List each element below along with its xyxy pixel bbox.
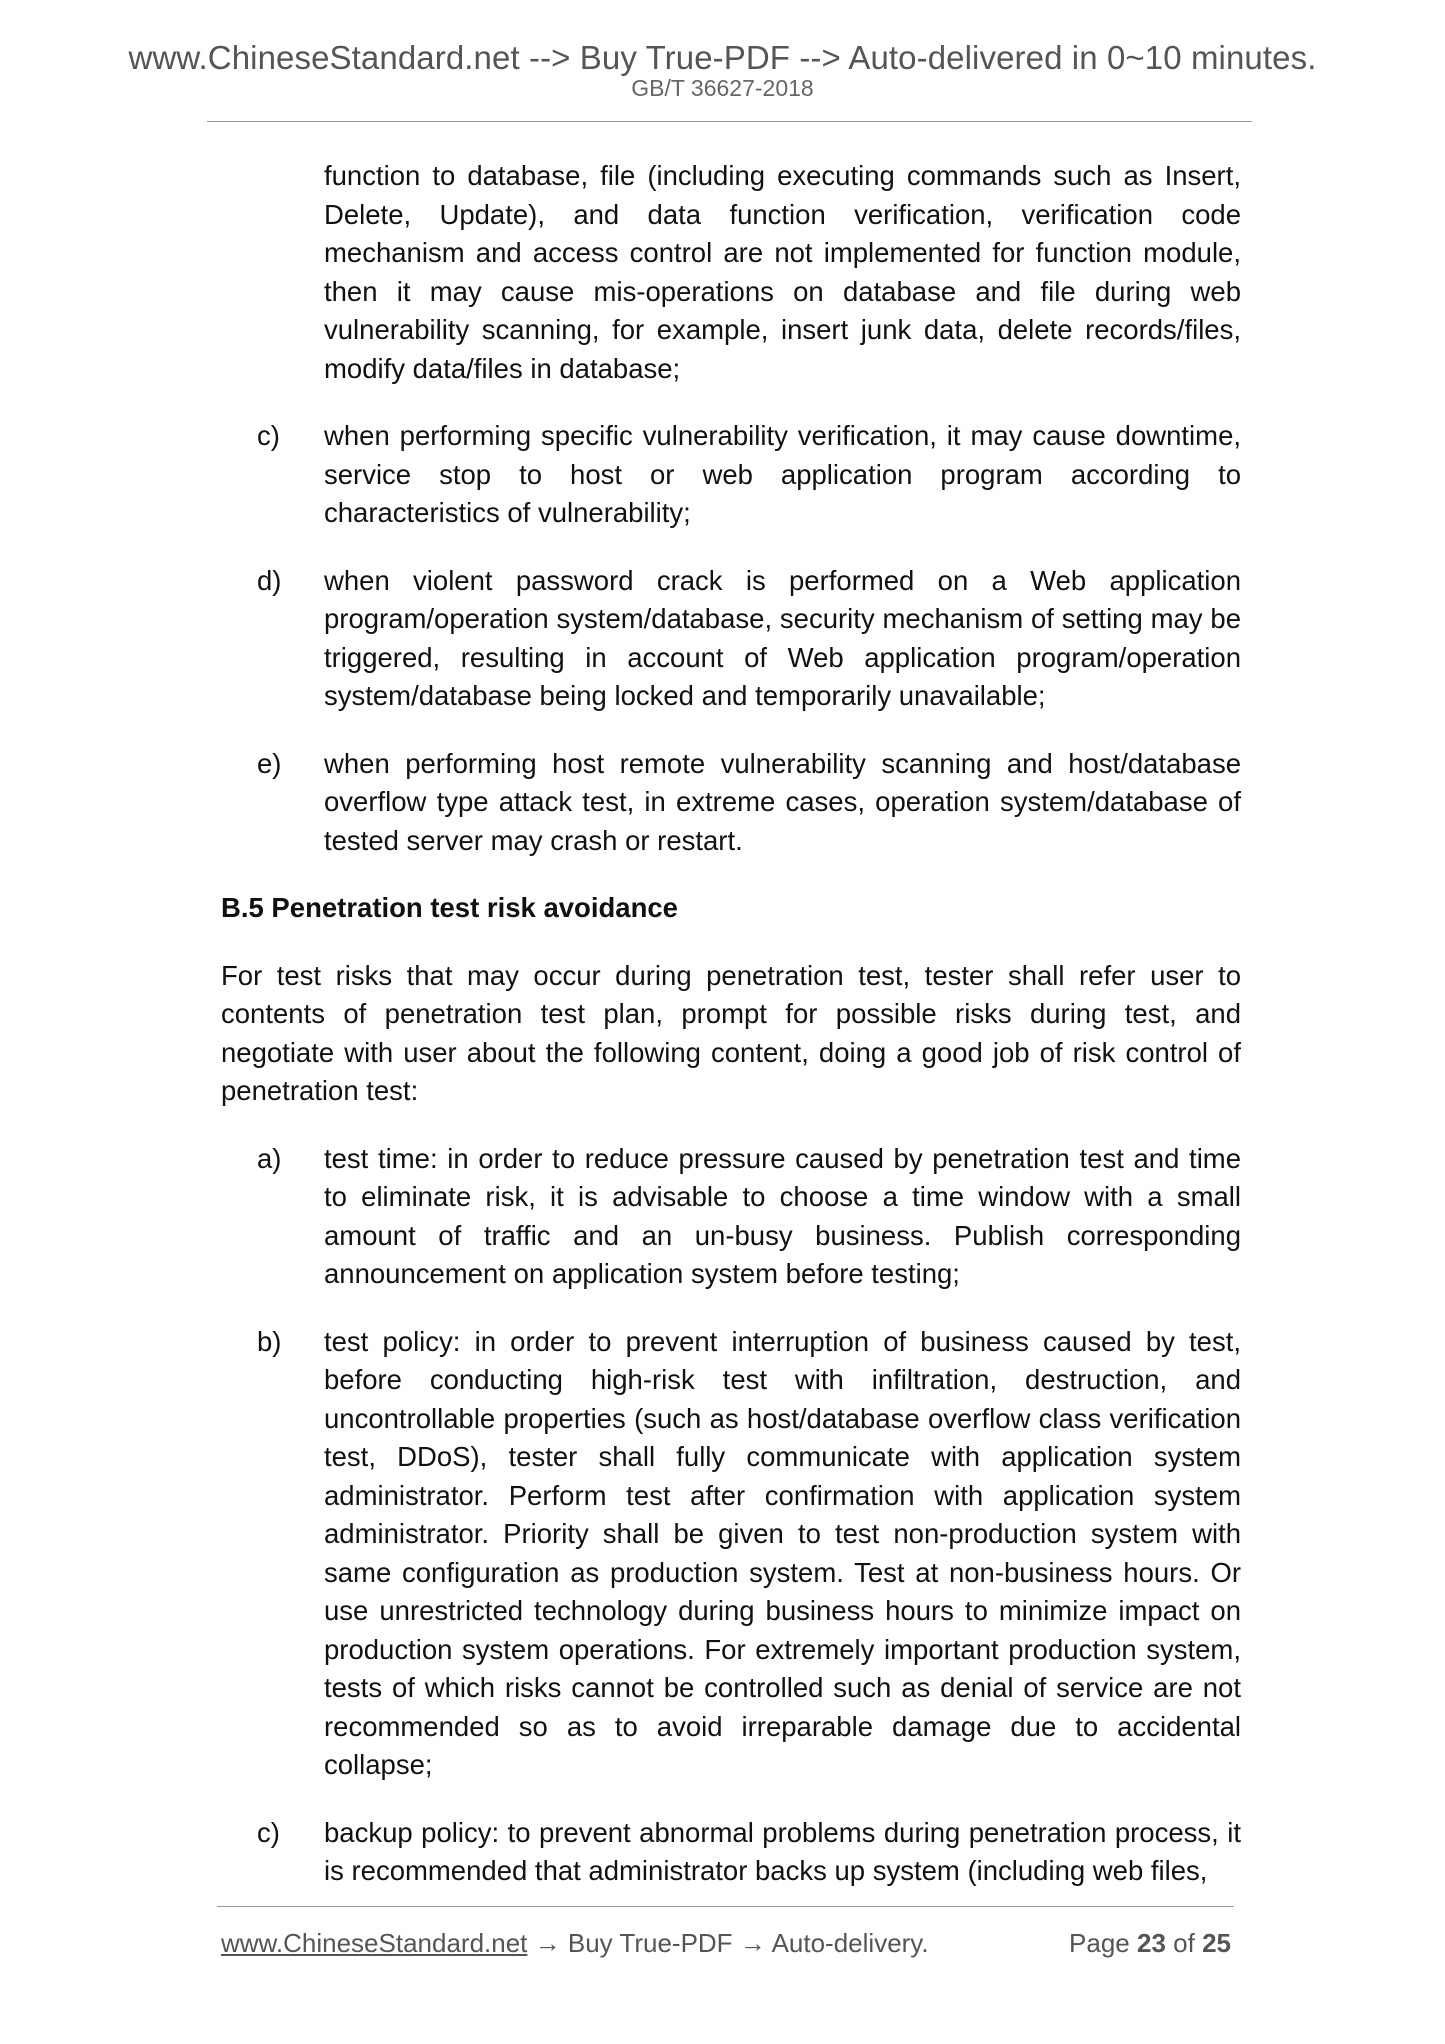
list-item-text: test policy: in order to prevent interruption of business caused by test, before conducting high-risk test with infiltration, destruction, and uncontrollable properties (such as host/database overflow class verification test, DDoS), tester shall fully communicate with application system administrator. Perform test after confirmation with application system administrator. Priority shall be given to test non-production system with same configuration as production system. Test at non-business hours. Or use unrestricted technology during business hours to minimize impact on production system operations. For extremely important production system, tests of which risks cannot be controlled such as denial of service are not recommended so as to avoid irreparable damage due to accidental collapse; <box>324 1325 1241 1780</box>
list-item <box>257 745 1241 861</box>
list-item-text: function to database, file (including executing commands such as Insert, Delete, Update), and data function verification, verification code mechanism and access control are not implemented for function module, then it may cause mis-operations on database and file during web vulnerability scanning, for example, insert junk data, delete records/files, modify data/files in database; <box>324 160 1241 384</box>
standard-number: GB/T 36627-2018 <box>631 75 814 101</box>
page-label: Page <box>1069 1928 1130 1958</box>
list-item <box>257 562 1241 716</box>
list-item-marker: b) <box>257 1325 282 1357</box>
list-item <box>257 1814 1241 1891</box>
list-item-text: test time: in order to reduce pressure caused by penetration test and time to eliminate risk, it is advisable to choose a time window with a small amount of traffic and an un-busy business. Publish corresponding announcement on application system before testing; <box>324 1142 1241 1289</box>
list-item <box>257 1140 1241 1294</box>
footer-site-link[interactable]: www.ChineseStandard.net <box>221 1928 528 1958</box>
list-item-text: backup policy: to prevent abnormal problems during penetration process, it is recommended that administrator backs up system (including web files, <box>324 1816 1241 1886</box>
list-item <box>257 417 1241 533</box>
list-item-continuation <box>257 157 1241 388</box>
list-item-marker: c) <box>257 1816 280 1848</box>
footer-divider <box>217 1906 1234 1907</box>
top-banner: www.ChineseStandard.net --> Buy True-PDF --> Auto-delivered in 0~10 minutes. <box>128 39 1317 76</box>
section-heading: B.5 Penetration test risk avoidance <box>221 892 678 923</box>
of-label: of <box>1173 1928 1195 1958</box>
list-item-marker: a) <box>257 1142 282 1174</box>
list-item-marker: e) <box>257 747 282 779</box>
page-total: 25 <box>1202 1928 1231 1958</box>
page-current: 23 <box>1137 1928 1166 1958</box>
page-number <box>1069 1926 1231 1960</box>
section-intro: For test risks that may occur during penetration test, tester shall refer user to contents of penetration test plan, prompt for possible risks during test, and negotiate with user about the following content, doing a good job of risk control of penetration test: <box>221 959 1241 1106</box>
list-item-marker: c) <box>257 420 280 451</box>
list-item-text: when performing host remote vulnerability scanning and host/database overflow type attack test, in extreme cases, operation system/database of tested server may crash or restart. <box>324 747 1241 856</box>
list-item-text: when performing specific vulnerability verification, it may cause downtime, service stop to host or web application program according to characteristics of vulnerability; <box>324 420 1241 528</box>
footer-source <box>221 1926 929 1960</box>
footer-tagline: → Buy True-PDF → Auto-delivery. <box>527 1928 929 1958</box>
list-item-marker: d) <box>257 564 282 596</box>
page-body <box>221 157 1241 1920</box>
list-item-text: when violent password crack is performed on a Web application program/operation system/database, security mechanism of setting may be triggered, resulting in account of Web application program/operation system/database being locked and temporarily unavailable; <box>324 564 1241 711</box>
header-divider <box>207 121 1252 122</box>
list-item <box>257 1323 1241 1785</box>
